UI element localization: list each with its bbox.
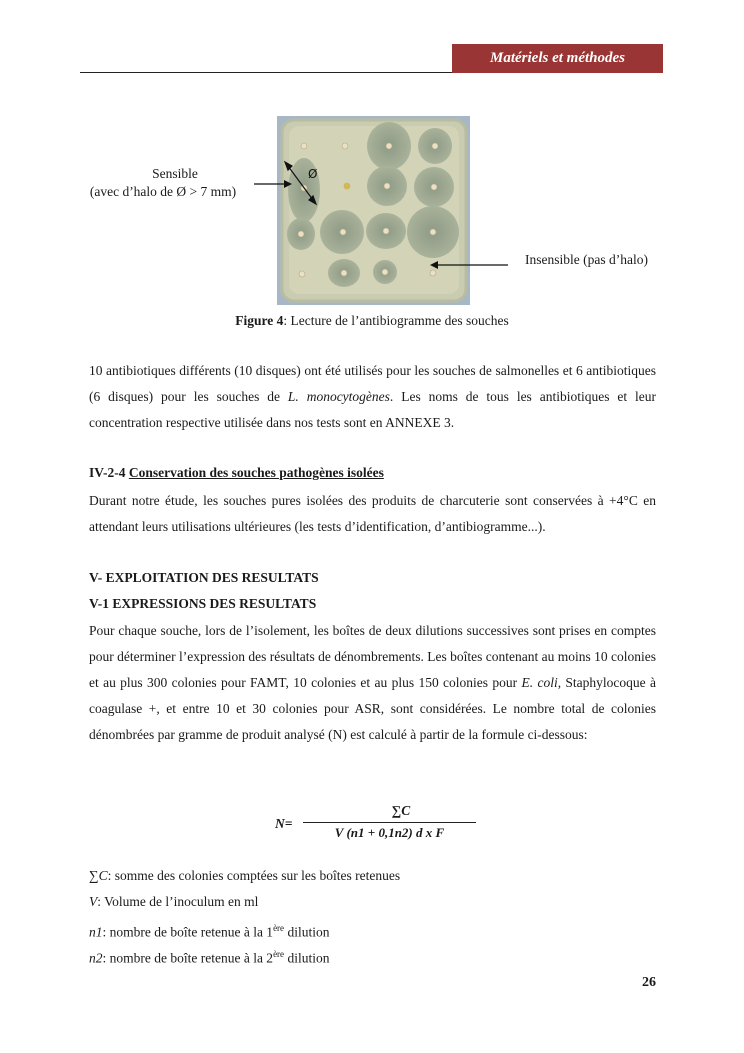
symbol-n1: n1	[89, 924, 103, 940]
symbol-sum-c: ∑C	[89, 868, 108, 883]
definition-n1-tail: dilution	[284, 924, 330, 940]
antibiogram-photo	[277, 116, 470, 305]
species-name: L. monocytogènes	[287, 389, 390, 404]
section-v1-paragraph	[89, 618, 656, 748]
section-iv-heading	[89, 465, 384, 481]
symbol-n2: n2	[89, 950, 103, 966]
formula-lhs: N=	[275, 816, 293, 831]
label-sensible-line1: Sensible	[152, 166, 198, 181]
section-iv-paragraph: Durant notre étude, les souches pures isolées des produits de charcuterie sont conservées à +4°C en attendant leurs utilisations ultérieures (les tests d’identification, d’antibiogramme...).	[89, 493, 656, 534]
definition-v	[89, 889, 258, 915]
section-iv-title: Conservation des souches pathogènes isolées	[128, 465, 384, 480]
definition-sum-c-text: : somme des colonies comptées sur les boîtes retenues	[107, 868, 401, 883]
definition-n1-text: : nombre de boîte retenue à la 1	[102, 924, 274, 940]
paragraph-antibiotics-part2: . Les noms de tous les antibiotiques et leur concentration respective utilisée dans nos tests sont en ANNEXE 3.	[89, 389, 656, 430]
section-v1-title: V-1 EXPRESSIONS DES RESULTATS	[89, 596, 317, 611]
species-ecoli: E. coli	[521, 675, 558, 690]
definition-n2-tail: dilution	[284, 950, 330, 966]
paragraph-antibiotics-part1: 10 antibiotiques différents (10 disques) ont été utilisés pour les souches de salmonelles et 6 antibiotiques (6 disques) pour les souches de	[89, 363, 656, 404]
section-header-badge: Matériels et méthodes	[452, 44, 663, 73]
arrow-insensible	[430, 259, 510, 271]
definition-n2-text: : nombre de boîte retenue à la 2	[102, 950, 274, 966]
definition-v-text: : Volume de l’inoculum en ml	[97, 894, 259, 909]
formula-denominator: V (n1 + 0,1n2) d x F	[334, 825, 445, 840]
caption-label: Figure 4	[235, 313, 284, 328]
arrow-sensible	[254, 178, 294, 190]
label-insensible: Insensible (pas d’halo)	[525, 252, 648, 267]
definition-sum-c	[89, 863, 400, 889]
paragraph-antibiotics	[89, 358, 656, 436]
caption-text: : Lecture de l’antibiogramme des souches	[283, 313, 509, 328]
section-v-title: V- EXPLOITATION DES RESULTATS	[89, 570, 319, 585]
section-v1-part1: Pour chaque souche, lors de l’isolement, les boîtes de deux dilutions successives sont prises en comptes pour déterminer l’expression des résultats de dénombrements. Les boîtes contenant au moins 10 colonies et au plus 300 colonies pour FAMT, 10 colonies et au plus 150 colonies pour	[89, 623, 656, 690]
diameter-symbol: Ø	[308, 167, 318, 181]
section-v1-part2: , Staphylocoque à coagulase +, et entre 10 et 30 colonies pour ASR, sont considérées. Le nombre total de colonies dénombrées par gramme de produit analysé (N) est calculé à partir de la formule ci-dessous:	[89, 675, 656, 742]
figure-caption	[0, 313, 744, 329]
formula-numerator: ∑C	[391, 803, 411, 818]
page-number: 26	[642, 975, 656, 990]
formula-fraction-bar	[303, 822, 476, 823]
definition-n1-sup: ère	[273, 923, 285, 933]
definition-n2	[89, 941, 329, 972]
definition-n2-sup: ère	[273, 949, 285, 959]
section-iv-number: IV-2-4	[89, 465, 129, 480]
label-sensible-line2: (avec d’halo de Ø > 7 mm)	[89, 184, 237, 199]
symbol-v: V	[89, 894, 98, 909]
